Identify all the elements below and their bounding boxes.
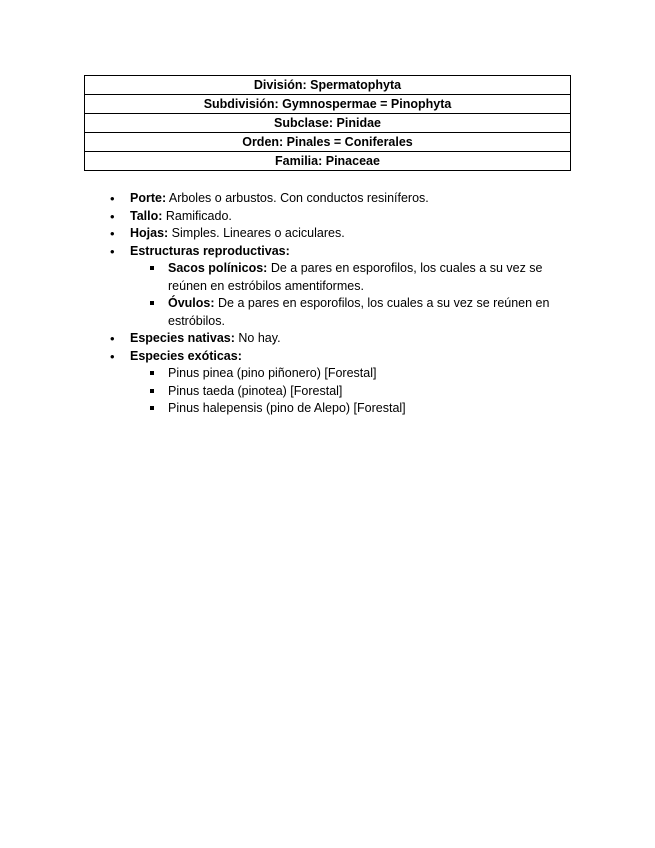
table-row [85,133,571,152]
trait-exoticas [0,348,562,418]
traits-list [0,190,655,417]
estructuras-sublist [130,260,562,330]
sub-item-ovulos [130,295,563,330]
family-cell: Familia: Pinaceae [85,152,571,171]
subclass-cell: Subclase: Pinidae [85,114,571,133]
trait-label: Hojas: [130,226,169,241]
trait-label: Especies nativas: [130,331,235,345]
sub-label: Sacos polínicos: [168,261,268,276]
trait-label: Estructuras reproductivas: [130,243,290,258]
taxonomy-table [84,75,571,171]
trait-text: Ramificado. [162,208,232,223]
trait-text: Simples. Lineares o aciculares. [168,226,345,241]
table-row [85,152,571,171]
trait-label: Especies exóticas: [130,348,242,363]
subdivision-cell: Subdivisión: Gymnospermae = Pinophyta [85,95,571,114]
species-item: Pinus taeda (pinotea) [Forestal] [130,383,563,400]
table-row [85,114,571,133]
sub-label: Óvulos: [168,296,215,311]
sub-item-sacos [130,260,563,295]
trait-porte [0,190,562,208]
order-cell: Orden: Pinales = Coniferales [85,133,571,152]
sub-text: De a pares en esporofilos, los cuales a su vez se reúnen en estróbilos amentiformes. [168,261,543,293]
trait-label: Porte: [130,191,167,205]
trait-hojas [0,225,562,243]
trait-label: Tallo: [130,208,163,223]
trait-text: No hay. [234,331,281,345]
exoticas-sublist [130,365,562,417]
trait-text: Arboles o arbustos. Con conductos resiníferos. [166,191,429,205]
species-item: Pinus pinea (pino piñonero) [Forestal] [130,365,563,382]
table-row [85,95,571,114]
trait-tallo [0,208,562,226]
sub-text: De a pares en esporofilos, los cuales a su vez se reúnen en estróbilos. [168,296,550,328]
division-cell: División: Spermatophyta [85,76,571,95]
trait-nativas [0,330,562,348]
species-item: Pinus halepensis (pino de Alepo) [Forestal] [130,400,563,417]
table-row [85,76,571,95]
trait-estructuras [0,243,562,330]
